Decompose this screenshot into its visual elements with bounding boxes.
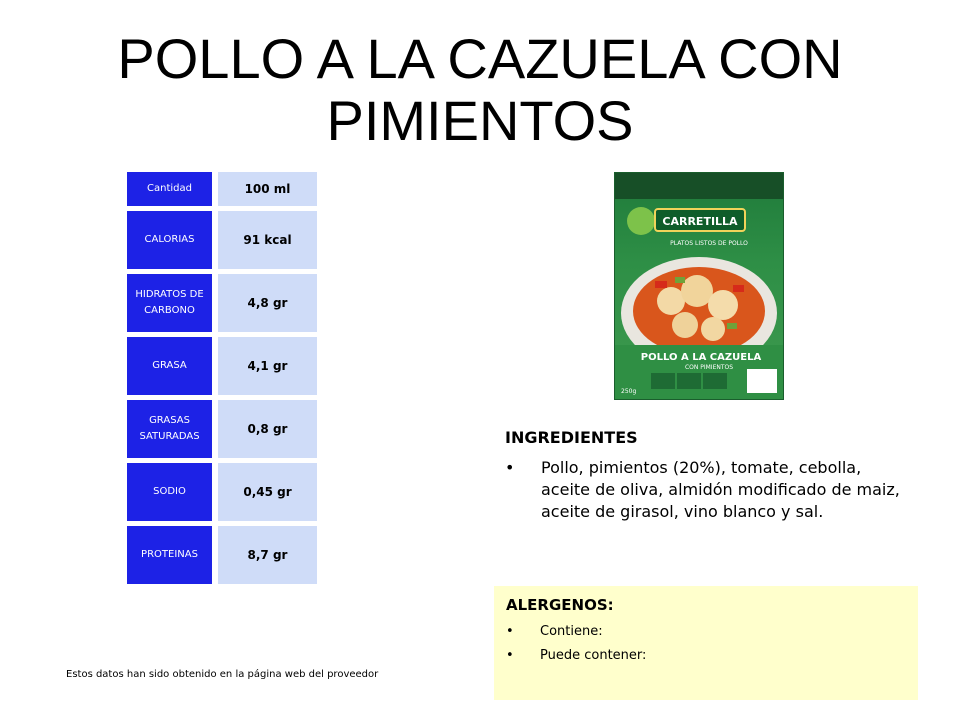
nutrition-row-hidratos [127,274,317,332]
alergenos-puede-contener: Puede contener: [540,648,647,663]
bullet-icon: • [505,458,515,477]
alergenos-contiene-item [506,624,603,639]
nutrition-value: 100 ml [218,172,317,206]
nutrition-value: 8,7 gr [218,526,317,584]
nutrition-value: 0,45 gr [218,463,317,521]
nutrition-row-grasa [127,337,317,395]
nutrition-label: Cantidad [127,172,212,206]
bullet-icon: • [506,648,514,663]
nutrition-value: 4,1 gr [218,337,317,395]
product-weight: 250g [621,388,637,395]
nutrition-row-cantidad [127,172,317,206]
ingredients-text: Pollo, pimientos (20%), tomate, cebolla, aceite de oliva, almidón modificado de maiz, aceite de girasol, vino blanco y sal. [541,458,900,521]
product-subname: CON PIMIENTOS [684,364,734,371]
nutrition-row-calorias [127,211,317,269]
page-title: POLLO A LA CAZUELA CON PIMIENTOS [117,27,843,152]
alergenos-puede-item [506,648,646,663]
alergenos-title: ALERGENOS: [506,596,614,614]
alergenos-box [494,586,918,700]
source-footnote: Estos datos han sido obtenido en la página web del proveedor [66,669,379,680]
nutrition-label: GRASAS SATURADAS [127,400,212,458]
product-brand: CARRETILLA [662,215,738,228]
nutrition-label: HIDRATOS DE CARBONO [127,274,212,332]
nutrition-label: PROTEINAS [127,526,212,584]
nutrition-value: 4,8 gr [218,274,317,332]
ingredients-title: INGREDIENTES [505,428,638,447]
product-name: POLLO A LA CAZUELA [640,352,762,363]
nutrition-row-proteinas [127,526,317,584]
alergenos-contiene: Contiene: [540,624,603,639]
ingredients-list-item [505,457,915,523]
nutrition-value: 0,8 gr [218,400,317,458]
product-image [614,172,784,400]
nutrition-label: SODIO [127,463,212,521]
nutrition-row-sodio [127,463,317,521]
product-line: PLATOS LISTOS DE POLLO [670,240,748,247]
nutrition-label: GRASA [127,337,212,395]
ingredients-section [505,427,915,523]
nutrition-label: CALORIAS [127,211,212,269]
product-package-illustration [615,173,783,399]
nutrition-row-grasas-saturadas [127,400,317,458]
bullet-icon: • [506,624,514,639]
nutrition-value: 91 kcal [218,211,317,269]
